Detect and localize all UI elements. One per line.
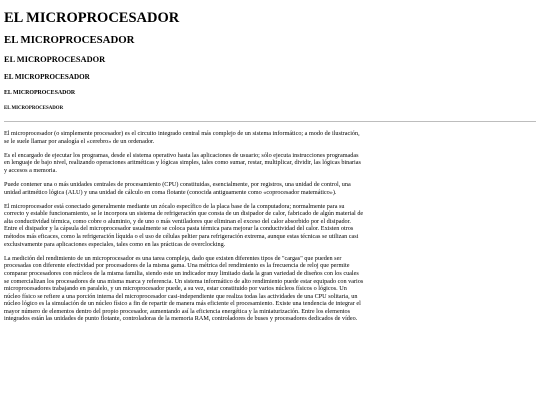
heading-level-4: EL MICROPROCESADOR	[4, 73, 90, 81]
heading-level-5: EL MICROPROCESADOR	[4, 90, 76, 96]
heading-level-1: EL MICROPROCESADOR	[4, 10, 180, 26]
heading-level-6: EL MICROPROCESADOR	[4, 106, 64, 111]
paragraph-performance: La medición del rendimiento de un microprocesador es una tarea compleja, dado que existen diferentes tipos de "cargas" que pueden ser procesadas con diferente efectividad por procesadores de la misma gama. Una métrica del rendimiento es la frecuencia de reloj que permite comparar procesadores con núcleos de la misma familia, siendo este un indicador muy limitado dada la gran variedad de diseños con los cuales se comercializan los procesadores de una misma marca y referencia. Un sistema informático de alto rendimiento puede estar equipado con varios microprocesadores trabajando en paralelo, y un microprocesador puede, a su vez, estar constituido por varios núcleos físicos o lógicos. Un núcleo físico se refiere a una porción interna del microprocesador casi-independiente que realiza todas las actividades de una CPU solitaria, un núcleo lógico es la simulación de un núcleo físico a fin de repartir de manera más eficiente el procesamiento. Existe una tendencia de integrar el mayor número de elementos dentro del propio procesador, aumentando así la eficiencia energética y la miniaturización. Entre los elementos integrados están las unidades de punto flotante, controladoras de la memoria RAM, controladores de buses y procesadores dedicados de vídeo.	[4, 254, 364, 323]
paragraph-cooling: El microprocesador está conectado generalmente mediante un zócalo específico de la placa base de la computadora; normalmente para su correcto y estable funcionamiento, se le incorpora un sistema de refrigeración que consta de un disipador de calor, fabricado de algún material de alta conductividad térmica, como cobre o aluminio, y de uno o más ventiladores que eliminan el exceso del calor absorbido por el disipador. Entre el disipador y la cápsula del microprocesador usualmente se coloca pasta térmica para mejorar la conductividad del calor. Existen otros métodos más eficaces, como la refrigeración líquida o el uso de células peltier para refrigeración extrema, aunque estas técnicas se utilizan casi exclusivamente para aplicaciones especiales, tales como en las prácticas de overclocking.	[4, 202, 364, 248]
article-body	[4, 130, 364, 323]
paragraph-function: Es el encargado de ejecutar los programas, desde el sistema operativo hasta las aplicaciones de usuario; sólo ejecuta instrucciones programadas en lenguaje de bajo nivel, realizando operaciones aritméticas y lógicas simples, tales como sumar, restar, multiplicar, dividir, las lógicas binarias y accesos a memoria.	[4, 151, 361, 174]
horizontal-divider	[4, 121, 536, 122]
paragraph-components: Puede contener una o más unidades centrales de procesamiento (CPU) constituidas, esencialmente, por registros, una unidad de control, una unidad aritmético lógica (ALU) y una unidad de cálculo en coma flotante (conocida antiguamente como «coprocesador matemático»).	[4, 180, 351, 196]
paragraph-definition: El microprocesador (o simplemente procesador) es el circuito integrado central más complejo de un sistema informático; a modo de ilustración, se le suele llamar por analogía el «cerebro» de un ordenador.	[4, 130, 360, 145]
heading-level-3: EL MICROPROCESADOR	[4, 55, 106, 64]
heading-level-2: EL MICROPROCESADOR	[4, 34, 135, 46]
